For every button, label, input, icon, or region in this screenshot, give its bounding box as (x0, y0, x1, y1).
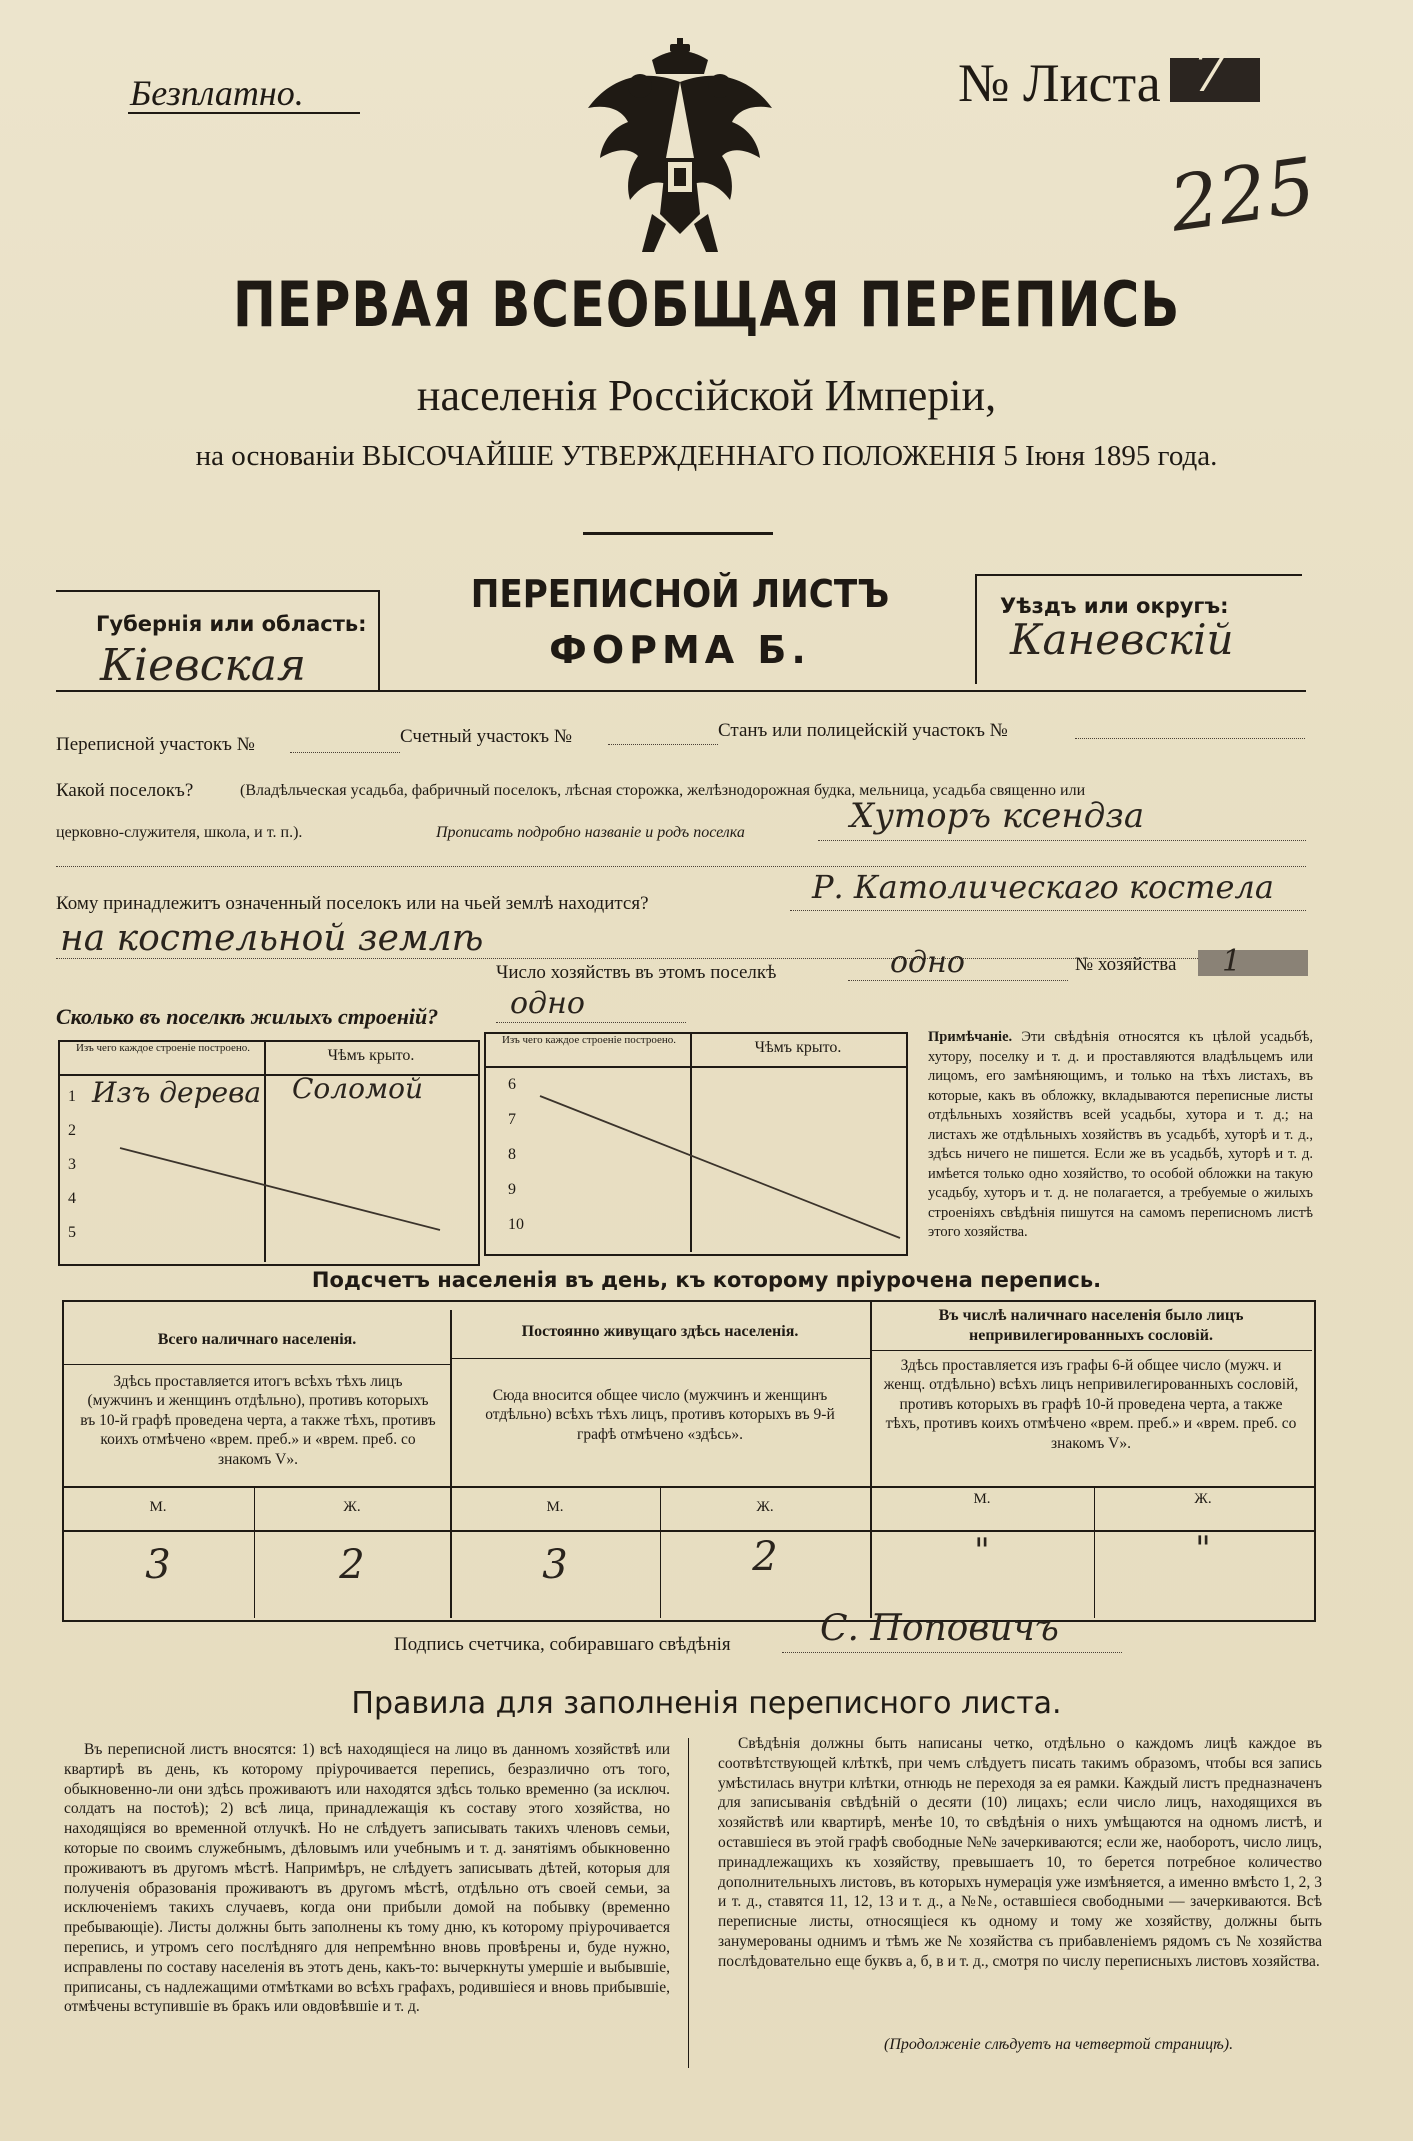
building-row-number: 8 (508, 1146, 516, 1163)
settlement-value: Хуторъ ксендза (850, 796, 1145, 836)
settlement-label: Какой поселокъ? (56, 780, 194, 801)
signature-label: Подпись счетчика, собиравшаго свѣдѣнія (394, 1634, 731, 1655)
count-district-label: Счетный участокъ № (400, 726, 572, 747)
count-col2-m-label: М. (546, 1499, 564, 1515)
count-col2-title-rule (452, 1358, 870, 1359)
count-col3-text: Здѣсь проставляется изъ графы 6-й общее число (мужч. и женщ. отдѣльно) всѣхъ лицъ непривилегированныхъ сословій, противъ которыхъ въ графѣ 10-й проведена черта, а также тѣхъ, противъ коихъ отмѣчено «врем. преб.» и «врем. преб. со знакомъ V». (883, 1357, 1299, 1452)
police-district-label: Станъ или полицейскій участокъ № (718, 720, 1008, 741)
settlement-hint-2: церковно-служителя, школа, и т. п.). (56, 824, 303, 841)
district-value: Каневскій (1010, 615, 1234, 664)
count-col3-m-value: " (974, 1531, 990, 1571)
census-subtitle: населенія Россійской Имперіи, (416, 371, 997, 420)
building-row-number: 2 (68, 1122, 76, 1139)
building-1-roof: Соломой (292, 1072, 424, 1105)
count-col3-f-label: Ж. (1194, 1491, 1212, 1507)
households-label: Число хозяйствъ въ этомъ поселкѣ (496, 962, 777, 983)
sheet-number-value: 7 (1192, 40, 1228, 105)
count-col2-title: Постоянно живущаго здѣсь населенія. (521, 1323, 799, 1340)
count-col1-f-label: Ж. (343, 1499, 361, 1515)
count-col2-m-value: 3 (542, 1542, 568, 1588)
buildings-right-col-material: Изъ чего каждое строеніе построено. (501, 1034, 677, 1046)
count-col3-f-value: " (1195, 1529, 1211, 1569)
province-value: Кіевская (100, 640, 307, 691)
household-number-value: 1 (1222, 944, 1242, 979)
count-col1-m-value: 3 (145, 1542, 171, 1588)
building-row-number: 9 (508, 1181, 516, 1198)
count-col3-title-rule (872, 1350, 1312, 1351)
rules-heading: Правила для заполненія переписного листа. (351, 1686, 1062, 1721)
building-row-number: 5 (68, 1224, 76, 1241)
count-col2-text: Сюда вносится общее число (мужчинъ и женщинъ отдѣльно) всѣхъ тѣхъ лицъ, противъ которыхъ въ 9-й графѣ отмѣчено «здѣсь». (485, 1387, 835, 1443)
signature-value: С. Поповичъ (820, 1608, 1059, 1649)
census-basis: на основаніи ВЫСОЧАЙШЕ УТВЕРЖДЕННАГО ПОЛОЖЕНІЯ 5 Іюня 1895 года. (195, 440, 1218, 472)
count-col3-title: Въ числѣ наличнаго населенія было лицъ непривилегированныхъ сословій. (938, 1307, 1244, 1344)
buildings-left-col-roof: Чѣмъ крыто. (327, 1047, 415, 1064)
census-title: ПЕРВАЯ ВСЕОБЩАЯ ПЕРЕПИСЬ (232, 268, 1181, 341)
count-col1-title: Всего наличнаго населенія. (157, 1331, 357, 1348)
count-col2-f-label: Ж. (756, 1499, 774, 1515)
owner-label: Кому принадлежитъ означенный поселокъ или на чьей землѣ находится? (56, 893, 649, 914)
building-row-number: 3 (68, 1156, 76, 1173)
sheet-title: ПЕРЕПИСНОЙ ЛИСТЪ (470, 572, 890, 616)
archive-number: 225 (1164, 140, 1321, 249)
rules-right-text: Свѣдѣнія должны быть написаны четко, отдѣльно о каждомъ лицѣ каждое въ соотвѣтствующей клѣткѣ, при чемъ слѣдуетъ писать такимъ образомъ, чтобы вся запись умѣстилась внутри клѣтки, отнюдь не переходя за ея рамки. Каждый листъ предназначенъ для записыванія свѣдѣній о десяти (10) лицахъ; если число лицъ, находящихся въ хозяйствѣ или квартирѣ, менѣе 10, то свѣдѣнія о нихъ умѣщаются на одномъ листѣ, и оставшіеся въ этой графѣ свободные №№ зачеркиваются; если же, наоборотъ, число лицъ, принадлежащихъ къ хозяйству, превышаетъ 10, то берется потребное количество дополнительныхъ листовъ, въ которыхъ нумерація уже измѣняется, а именно вмѣсто 1, 2, 3 и т. д., ставятся 11, 12, 13 и т. д., а №№, оставшіеся свободными — зачеркиваются. Всѣ переписные листы, относящіеся къ одному и тому же хозяйству, должны быть занумерованы однимъ и тѣмъ же № хозяйства съ прибавленіемъ рядомъ съ № хозяйства послѣдовательно еще буквъ а, б, в и т. д., смотря по числу переписныхъ листовъ хозяйства. (718, 1735, 1322, 1970)
owner-value-2: на костельной землѣ (60, 918, 484, 959)
district-label: Уѣздъ или округъ: (1000, 594, 1229, 618)
count-col1-text: Здѣсь проставляется итогъ всѣхъ тѣхъ лицъ (мужчинъ и женщинъ отдѣльно), противъ которыхъ въ 10-й графѣ проведена черта, а также тѣхъ, противъ коихъ отмѣчено «врем. преб.» и «врем. преб. со знакомъ V». (80, 1373, 436, 1468)
rules-divider (688, 1738, 689, 2068)
building-row-number: 1 (68, 1088, 76, 1105)
buildings-value: одно (510, 986, 585, 1021)
census-district-label: Переписной участокъ № (56, 734, 255, 755)
count-header-rule (62, 1486, 1314, 1488)
building-row-number: 10 (508, 1216, 524, 1233)
buildings-right-col-roof: Чѣмъ крыто. (754, 1039, 842, 1056)
rules-left-text: Въ переписной листъ вносятся: 1) всѣ находящіеся на лицо въ данномъ хозяйствѣ или квартирѣ въ день, къ которому пріурочивается перепись, безразлично отъ того, обыкновенно-ли они здѣсь проживаютъ или находятся здѣсь только временно (за исключ. солдатъ на постоѣ); 2) всѣ лица, принадлежащія къ составу этого хозяйства, но находящіяся во временной отлучкѣ. Но не слѣдуетъ записывать такихъ членовъ семьи, которые по своимъ служебнымъ, дѣловымъ или учебнымъ и т. д. занятіямъ обыкновенно проживаютъ въ другомъ мѣстѣ. Напримѣръ, не слѣдуетъ записывать дѣтей, которыя для полученія образованія проживаютъ въ другомъ мѣстѣ, отдѣльно отъ своей семьи, за исключеніемъ такихъ случаевъ, когда они прибыли домой на побывку (временно пребывающіе). Листы должны быть заполнены къ тому дню, къ которому пріурочивается перепись, и утромъ сего послѣдняго для непремѣнно вновь провѣрены и, буде нужно, исправлены по составу населенія въ этотъ день, какъ-то: вычеркнуты умершіе и выбывшіе, приписаны, съ надлежащими отмѣтками во всѣхъ графахъ, родившіеся и вновь прибывшіе, отмѣчены вступившіе въ бракъ или овдовѣвшіе и т. д. (64, 1741, 670, 2016)
note-body: Эти свѣдѣнія относятся къ цѣлой усадьбѣ, хутору, поселку и т. д. и проставляются владѣльцемъ или лицомъ, его замѣняющимъ, и только на тѣхъ листахъ, въ которые, какъ въ обложку, вкладываются переписные листы отдѣльныхъ хозяйствъ всей усадьбы, хутора и т. д.; на листахъ же отдѣльныхъ хозяйствъ въ усадьбѣ, хуторѣ и т. д., здѣсь ничего не пишется. Если же въ усадьбѣ, хуторѣ и т. д. имѣется только одно хозяйство, то особой обложки на такую усадьбу, хуторъ и т. д. не полагается, а требуемые о жилыхъ строеніяхъ свѣдѣнія пишутся на самомъ переписномъ листѣ этого хозяйства. (928, 1029, 1314, 1240)
free-label: Безплатно. (130, 73, 304, 113)
households-value: одно (890, 945, 965, 980)
note-label: Примѣчаніе. (928, 1029, 1013, 1045)
household-number-label: № хозяйства (1075, 954, 1177, 975)
sheet-number-label: № Листа (958, 53, 1161, 113)
owner-value: Р. Католическаго костела (812, 868, 1274, 906)
count-col3-m-label: М. (973, 1491, 991, 1507)
settlement-instruction: Прописать подробно названіе и родъ поселка (436, 824, 745, 841)
note-text (928, 1028, 1313, 1243)
count-col2-f-value: 2 (752, 1534, 778, 1580)
building-row-number: 6 (508, 1076, 516, 1093)
rules-continued: (Продолженіе слѣдуетъ на четвертой страницѣ). (884, 2036, 1234, 2053)
building-row-number: 4 (68, 1190, 76, 1207)
building-1-material: Изъ дерева (92, 1076, 262, 1109)
form-label: ФОРМА Б. (549, 628, 811, 672)
count-col1-f-value: 2 (339, 1542, 365, 1588)
building-row-number: 7 (508, 1111, 516, 1128)
count-col1-m-label: М. (149, 1499, 167, 1515)
province-label: Губернія или область: (96, 612, 367, 636)
count-heading: Подсчетъ населенія въ день, къ которому пріурочена перепись. (311, 1268, 1102, 1292)
count-col1-title-rule (64, 1364, 450, 1365)
signature-line (782, 1652, 1122, 1653)
settlement-hint: (Владѣльческая усадьба, фабричный поселокъ, лѣсная сторожка, желѣзнодорожная будка, мельница, усадьба священно или (240, 782, 1086, 799)
buildings-left-col-material: Изъ чего каждое строеніе построено. (75, 1042, 251, 1054)
buildings-label: Сколько въ поселкѣ жилыхъ строеній? (56, 1004, 439, 1029)
